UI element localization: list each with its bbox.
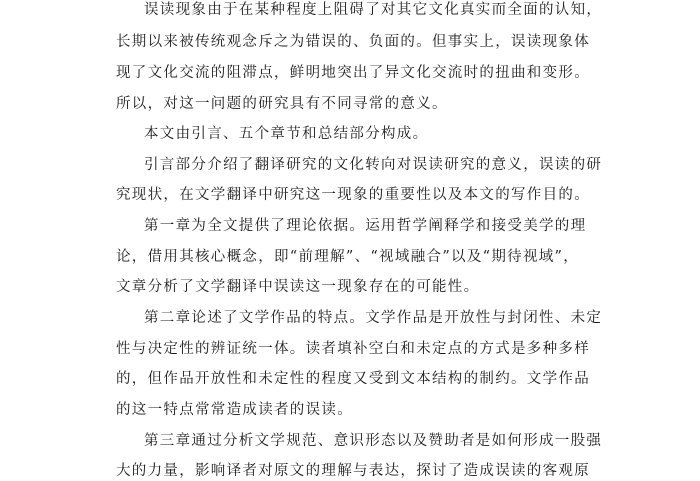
paragraph-3-line-2: 究现状，在文学翻译中研究这一现象的重要性以及本文的写作目的。 — [116, 187, 590, 203]
paragraph-5-line-4: 的这一特点常常造成读者的误读。 — [116, 402, 353, 418]
paragraph-1-line-2: 长期以来被传统观念斥之为错误的、负面的。但事实上，误读现象体 — [116, 34, 590, 50]
paragraph-5-line-3: 的，但作品开放性和未定性的程度又受到文本结构的制约。文学作品 — [116, 371, 590, 387]
paragraph-6-line-1: 第三章通过分析文学规范、意识形态以及赞助者是如何形成一股强 — [144, 433, 603, 449]
paragraph-1-line-4: 所以，对这一问题的研究具有不同寻常的意义。 — [116, 96, 448, 112]
paragraph-1-line-1: 误读现象由于在某种程度上阻碍了对其它文化真实而全面的认知， — [144, 2, 603, 18]
paragraph-1-line-3: 现了文化交流的阻滞点，鲜明地突出了异文化交流时的扭曲和变形。 — [116, 65, 590, 81]
paragraph-4-line-1: 第一章为全文提供了理论依据。运用哲学阐释学和接受美学的理 — [144, 218, 587, 234]
paragraph-4-line-3: 文章分析了文学翻译中误读这一现象存在的可能性。 — [116, 279, 480, 295]
paragraph-5-line-1: 第二章论述了文学作品的特点。文学作品是开放性与封闭性、未定 — [144, 310, 603, 326]
paragraph-2-line-1: 本文由引言、五个章节和总结部分构成。 — [144, 126, 429, 142]
paragraph-3-line-1: 引言部分介绍了翻译研究的文化转向对误读研究的意义，误读的研 — [144, 157, 603, 173]
paragraph-4-line-2: 论，借用其核心概念，即“前理解”、“视域融合”以及“期待视域”， — [116, 249, 580, 265]
paragraph-5-line-2: 性与决定性的辨证统一体。读者填补空白和未定点的方式是多种多样 — [116, 341, 590, 357]
paragraph-6-line-2: 大的力量，影响译者对原文的理解与表达，探讨了造成误读的客观原 — [116, 463, 590, 479]
